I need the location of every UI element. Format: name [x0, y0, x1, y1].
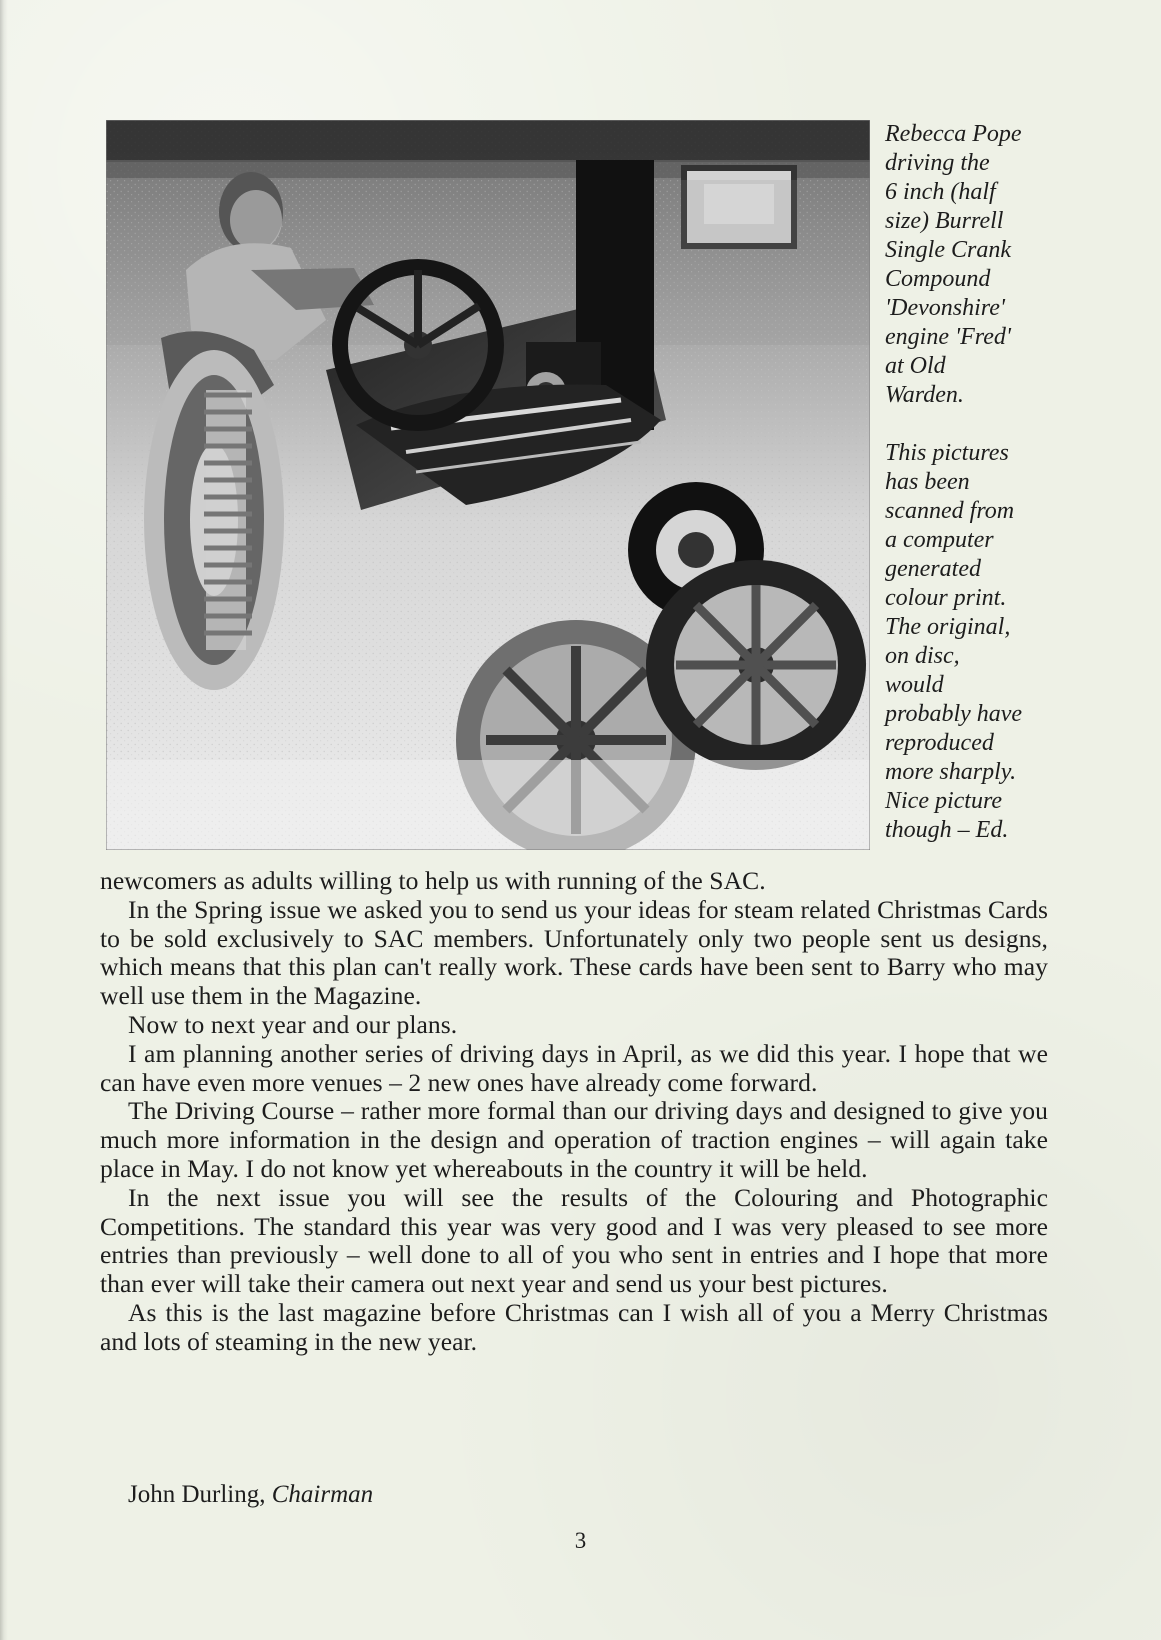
- signature-role: Chairman: [271, 1481, 374, 1508]
- caption-part-1: Rebecca Pope driving the 6 inch (half size) Burrell Single Crank Compound 'Devonshire' engine 'Fred' at Old Warden.: [885, 121, 1022, 408]
- caption-gap: [885, 410, 1070, 439]
- engine-photo: [106, 120, 870, 850]
- signature: [128, 1480, 373, 1510]
- body-paragraph-7: As this is the last magazine before Christmas can I wish all of you a Merry Christmas and lots of steaming in the new year.: [100, 1297, 1048, 1356]
- body-paragraph-6: In the next issue you will see the results of the Colouring and Photographic Competitions. The standard this year was very good and I was very pleased to see more entries than previously – well done to all of you who sent in entries and I hope that more than ever will take their camera out next year and send us your best pictures.: [100, 1182, 1048, 1299]
- body-paragraph-4: I am planning another series of driving days in April, as we did this year. I hope that we can have even more venues – 2 new ones have already come forward.: [100, 1038, 1048, 1097]
- caption-part-2: This pictures has been scanned from a computer generated colour print. The original, on disc, would probably have reproduced more sharply. Nice picture though – Ed.: [885, 440, 1023, 843]
- body-paragraph-3: Now to next year and our plans.: [128, 1009, 458, 1039]
- page-number: 3: [574, 1528, 587, 1553]
- article-body: [100, 867, 1048, 1357]
- photo-caption: [885, 120, 1070, 845]
- body-paragraph-2: In the Spring issue we asked you to send us your ideas for steam related Christmas Cards to be sold exclusively to SAC members. Unfortunately only two people sent us designs, which means that this plan can't really work. These cards have been sent to Barry who may well use them in the Magazine.: [100, 894, 1048, 1011]
- body-paragraph-5: The Driving Course – rather more formal than our driving days and designed to give you much more information in the design and operation of traction engines – will again take place in May. I do not know yet whereabouts in the country it will be held.: [100, 1096, 1048, 1183]
- page-edge-shadow: [0, 0, 8, 1640]
- signature-name: John Durling,: [128, 1481, 266, 1508]
- body-paragraph-1: newcomers as adults willing to help us with running of the SAC.: [100, 866, 766, 895]
